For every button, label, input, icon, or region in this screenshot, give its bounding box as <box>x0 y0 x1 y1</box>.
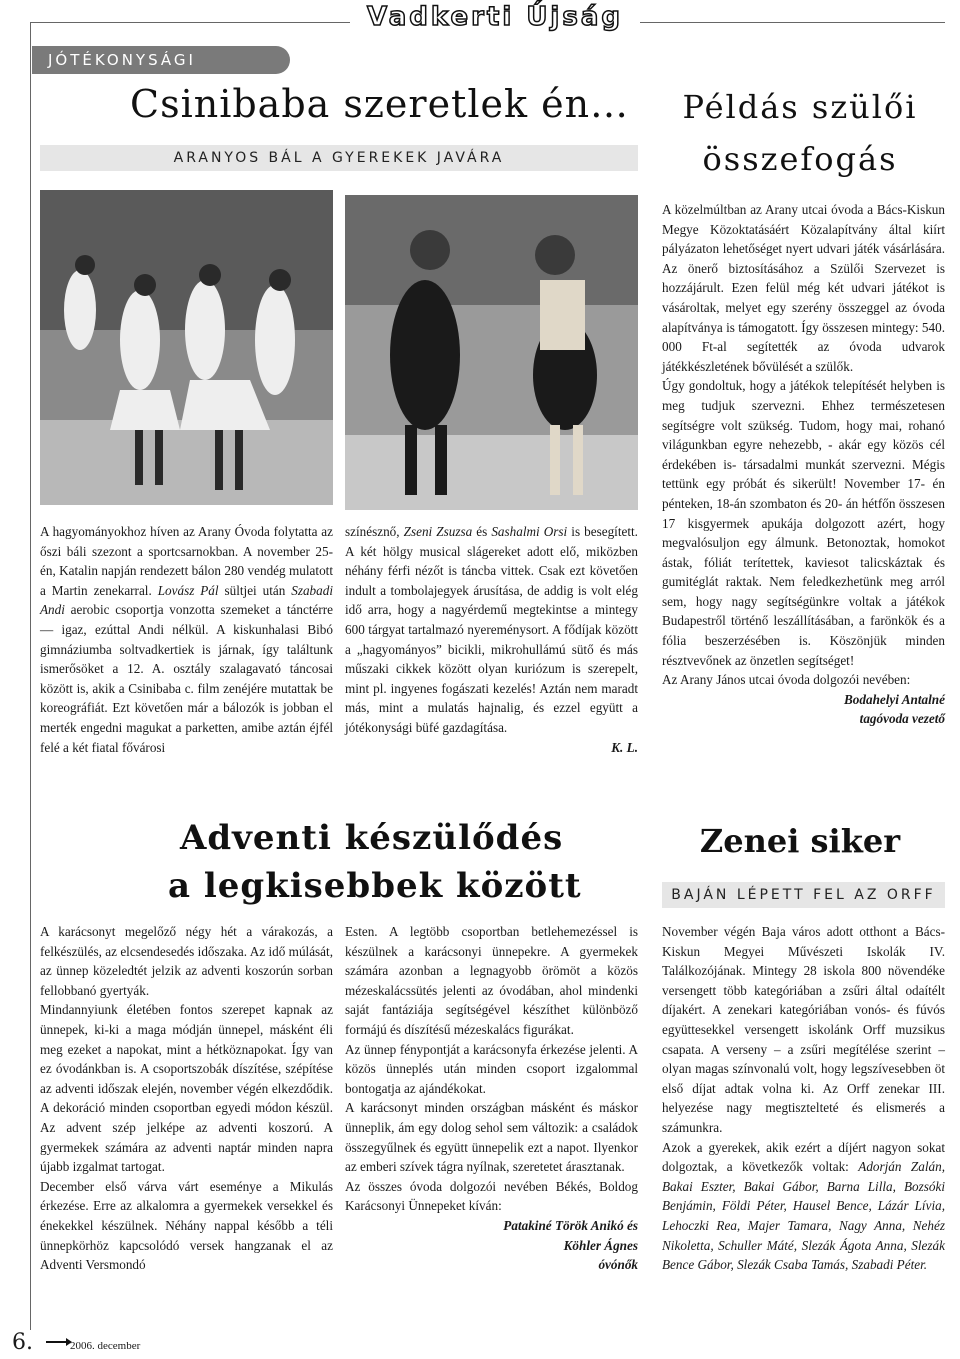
article1-col1-part1: Lovász Pál <box>157 582 219 598</box>
article1-subtitle: ARANYOS BÁL A GYEREKEK JAVÁRA <box>40 145 638 171</box>
article3-col1-paragraph3: December első várva várt eseménye a Mikulás érkezése. Erre az alkalomra a gyermekek versekkel és énekekkel készülnek. Néhány nappal később a téli ünnepkörhöz kapcsolódó versek hangzanak el az Adventi Versmondó <box>40 1178 333 1273</box>
article1-col2-part4: is besegített. A két hölgy musical slágereket adott elő, miközben néhány férfi nézőt is táncba vittek. Csak ezt követően indult a tombolajegyek árusítása, de addig is volt elég idő arra, hogy a nagyérdemű megtekintse a mintegy 600 tárgyat tartalmazó nyereménysort. A fődíjak között a „hagyományos” bicikli, mikrohullámú sütő és más műszaki cikkek között olyan kuriózum is szerepelt, mint pl. ingyenes fogászati kezelés! Aztán nem maradt más, mint a mulatás hajnalig, és ezzel együtt a jótékonysági büfé gazdagítása. <box>345 524 638 735</box>
article1-column1 <box>40 522 333 757</box>
article4-names-list: Adorján Zalán, Bakai Eszter, Bakai Gábor, Barna Lilla, Bozsóki Benjámin, Földi Péter, Hausel Bence, Lázár Lívia, Lehoczki Rea, Majer Tamara, Nagy Anna, Nehéz Nikoletta, Schuller Máté, Slezák Ágota Anna, Slezák Bence Gábor, Slezák Csaba Tamás, Szabadi Péter. <box>662 1159 945 1273</box>
dance-photo <box>40 190 333 505</box>
article2-paragraph1: A közelmúltban az Arany utcai óvoda a Bács-Kiskun Megye Közoktatásáért Közalapítvány által kiírt pályázaton lehetőséget nyert udvari játék vásárlására. Az önerő biztosításához a Szülői Szervezet is hozzájárult. Ezen felül még két udvari játékot is vásároltak, melyet egy szerény összeggel az óvoda alapítványa is támogatott. Így összesen mintegy: 540. 000 Ft-al segítették az óvoda udvarok játékkészletének bővülését a szülők. <box>662 202 945 374</box>
article2-body <box>662 200 945 729</box>
article3-col2-paragraph4: Az összes óvoda dolgozói nevében Békés, Boldog Karácsonyi Ünnepeket kíván: <box>345 1178 638 1214</box>
article3-col2-paragraph2: Az ünnep fénypontját a karácsonyfa érkezése jelenti. A közös ünneplés után minden csoport izgalommal bontogatja az ajándékokat. <box>345 1041 638 1096</box>
singers-photo-image <box>345 195 638 510</box>
article3-title-line2: a legkisebbek között <box>168 866 582 906</box>
article3-col2-paragraph3: A karácsonyt minden országban másként és máskor ünneplik, ám egy dolog sehol sem változik: a családok összegyűlnek és együtt ünnepelik ezt a napot. Ilyenkor az emberi szívek tágra nyílnak, szeretetet árasztanak. <box>345 1100 638 1175</box>
article3-title-line1: Adventi készülődés <box>180 818 564 858</box>
article4-body <box>662 922 945 1275</box>
article3-signature-line3: óvónők <box>598 1257 638 1273</box>
article2-paragraph2: Úgy gondoltuk, hogy a játékok telepítését helyben is meg tudjuk szervezni. Ehhez természetesen segítségre volt szükség. Tudom, hogy mai, rohanó világunkban egyre nehezebb, - akár egy közös cél érdekében is- társadalmi munkát szervezni. Mégis tettünk egy próbát és sikerült! November 17- én pénteken, 18-án szombaton és 20- án hétfőn összesen 17 kisgyermek apukája dolgozott azért, hogy megvalósuljon egy álmunk. Betonoztak, homokot ástak, fóliát terítettek, kaviesot talicskáztak és gumitéglát raktak. Nem feledkezhetünk meg arról sem, hogy nagy segítségünkre voltak a játékok Budapestről történő leszállításában, a farönkök és a fólia beszerzésében is. Köszönjük minden résztvevőnek az önzetlen segítséget! <box>662 378 945 668</box>
article1-title: Csinibaba szeretlek én… <box>130 82 630 126</box>
footer-arrow-icon <box>46 1341 68 1343</box>
article3-column2 <box>345 922 638 1275</box>
article1-col1-part3: Szabadi Andi <box>40 582 333 618</box>
article2-signature-name: Bodahelyi Antalné <box>844 691 945 707</box>
article1-col1-part4: aerobic csoportja vonzotta szemeket a tánctérre — igaz, ezúttal Andi nélkül. A kiskunhalasi Bibó gimnáziumba soltvadkertiek is járnak, így találtunk ismerősöket a 12. A. osztály szalagavató táncosai között is, akik a Csinibaba c. film zenéjére mutattak be koreográfiát. Ezt követően már a bálozók is jobban el merték engedni magukat a parketten, amibe aztán éjfél felé a két fiatal fővárosi <box>40 602 333 755</box>
masthead-rule-left <box>30 22 350 23</box>
left-margin-rule <box>30 22 31 1330</box>
category-tab: JÓTÉKONYSÁGI <box>32 46 290 74</box>
article3-signature-line2: Köhler Ágnes <box>563 1237 638 1253</box>
page-number: 6. <box>12 1330 33 1355</box>
masthead-rule-right <box>640 22 945 23</box>
article1-col1-text <box>40 522 333 757</box>
article4-names-intro: Azok a gyerekek, akik ezért a díjért nagyon sokat dolgoztak, a következők voltak: <box>662 1139 945 1175</box>
article4-paragraph2 <box>662 1138 945 1275</box>
article1-col2-part2: és <box>472 524 492 539</box>
singers-photo <box>345 195 638 510</box>
article1-col2-text <box>345 522 638 738</box>
article3-column1 <box>40 922 333 1275</box>
dance-photo-image <box>40 190 333 505</box>
article3-signature-line1: Patakiné Török Anikó és <box>503 1217 638 1233</box>
issue-date: 2006. december <box>70 1340 141 1352</box>
article3-col1-paragraph1: A karácsonyt megelőző négy hét a várakozás, a felkészülés, az elcsendesedés időszaka. Az idő múlását, az ünnep közeledtét jelzik az adventi koszorún sorban fellobbanó gyertyák. <box>40 924 333 998</box>
article1-col1-part2: sültjei után <box>218 582 292 598</box>
article4-subtitle: BAJÁN LÉPETT FEL AZ ORFF <box>662 882 945 908</box>
article3-col2-paragraph1: Esten. A legtöbb csoportban betlehemezéssel is készülnek a karácsonyi ünnepekre. A gyermekek számára azonban a legnagyobb örömöt a közös mézeskalácssütés jelenti az óvodában, ahol mindenki saját fantáziája segítségével készíthet különböző formájú és díszítésű mézeskalács figurákat. <box>345 924 638 1037</box>
article4-paragraph1: November végén Baja város adott otthont a Bács-Kiskun Megyei Művészeti Iskolák IV. Találkozójának. Mintegy 28 iskola 800 növendéke versengett több kategóriában a zsűri által odaítélt díjakért. A zenekari kategóriában vonós- és fúvós együttesekkel versengett iskolánk Orff muzsikus csapata. A verseny – a zsűri megítélése szerint – olyan magas színvonalú volt, hogy legszívesebben öt első díjat adtak volna ki. Az Orff zenekar III. helyezése nagy megtisztelteté és elismerés a számunkra. <box>662 924 945 1135</box>
article1-col2-part3: Sashalmi Orsi <box>491 524 568 539</box>
article1-col2-part0: színésznő, <box>345 524 404 539</box>
article1-col2-part1: Zseni Zsuzsa <box>403 524 473 539</box>
article2-paragraph3: Az Arany János utcai óvoda dolgozói nevében: <box>662 672 911 688</box>
article3-col1-paragraph2: Mindannyiunk életében fontos szerepet kapnak az ünnepek, ki-ki a maga módján ünnepel, másként éli meg ezeket a napokat, mint a hétköznapokat. Így van ez óvodánkban is. A csoportszobák díszítése, szépítése az adventi időszak elején, november végén elkezdődik. A dekoráció minden csoportban egyedi módon készül. Az advent szép jelképe az adventi koszorú. A gyermekek számára az adventi naptár minden napra újabb izgalmat tartogat. <box>40 1002 333 1175</box>
article2-title-line1: Példás szülői <box>682 88 918 126</box>
article4-title: Zenei siker <box>699 822 901 860</box>
article1-column2 <box>345 522 638 757</box>
masthead-title: Vadkerti Újság <box>367 2 623 32</box>
article1-col1-part0: A hagyományokhoz híven az Arany Óvoda folytatta az őszi báli szezont a sportcsarnokban. A november 25-én, Katalin napján rendezett bálon 280 vendég mulatott a Martin zenekarral. <box>40 524 333 598</box>
article2-signature-role: tagóvoda vezető <box>859 711 945 727</box>
article2-title-line2: összefogás <box>702 140 898 178</box>
article1-signature: K. L. <box>611 739 638 755</box>
